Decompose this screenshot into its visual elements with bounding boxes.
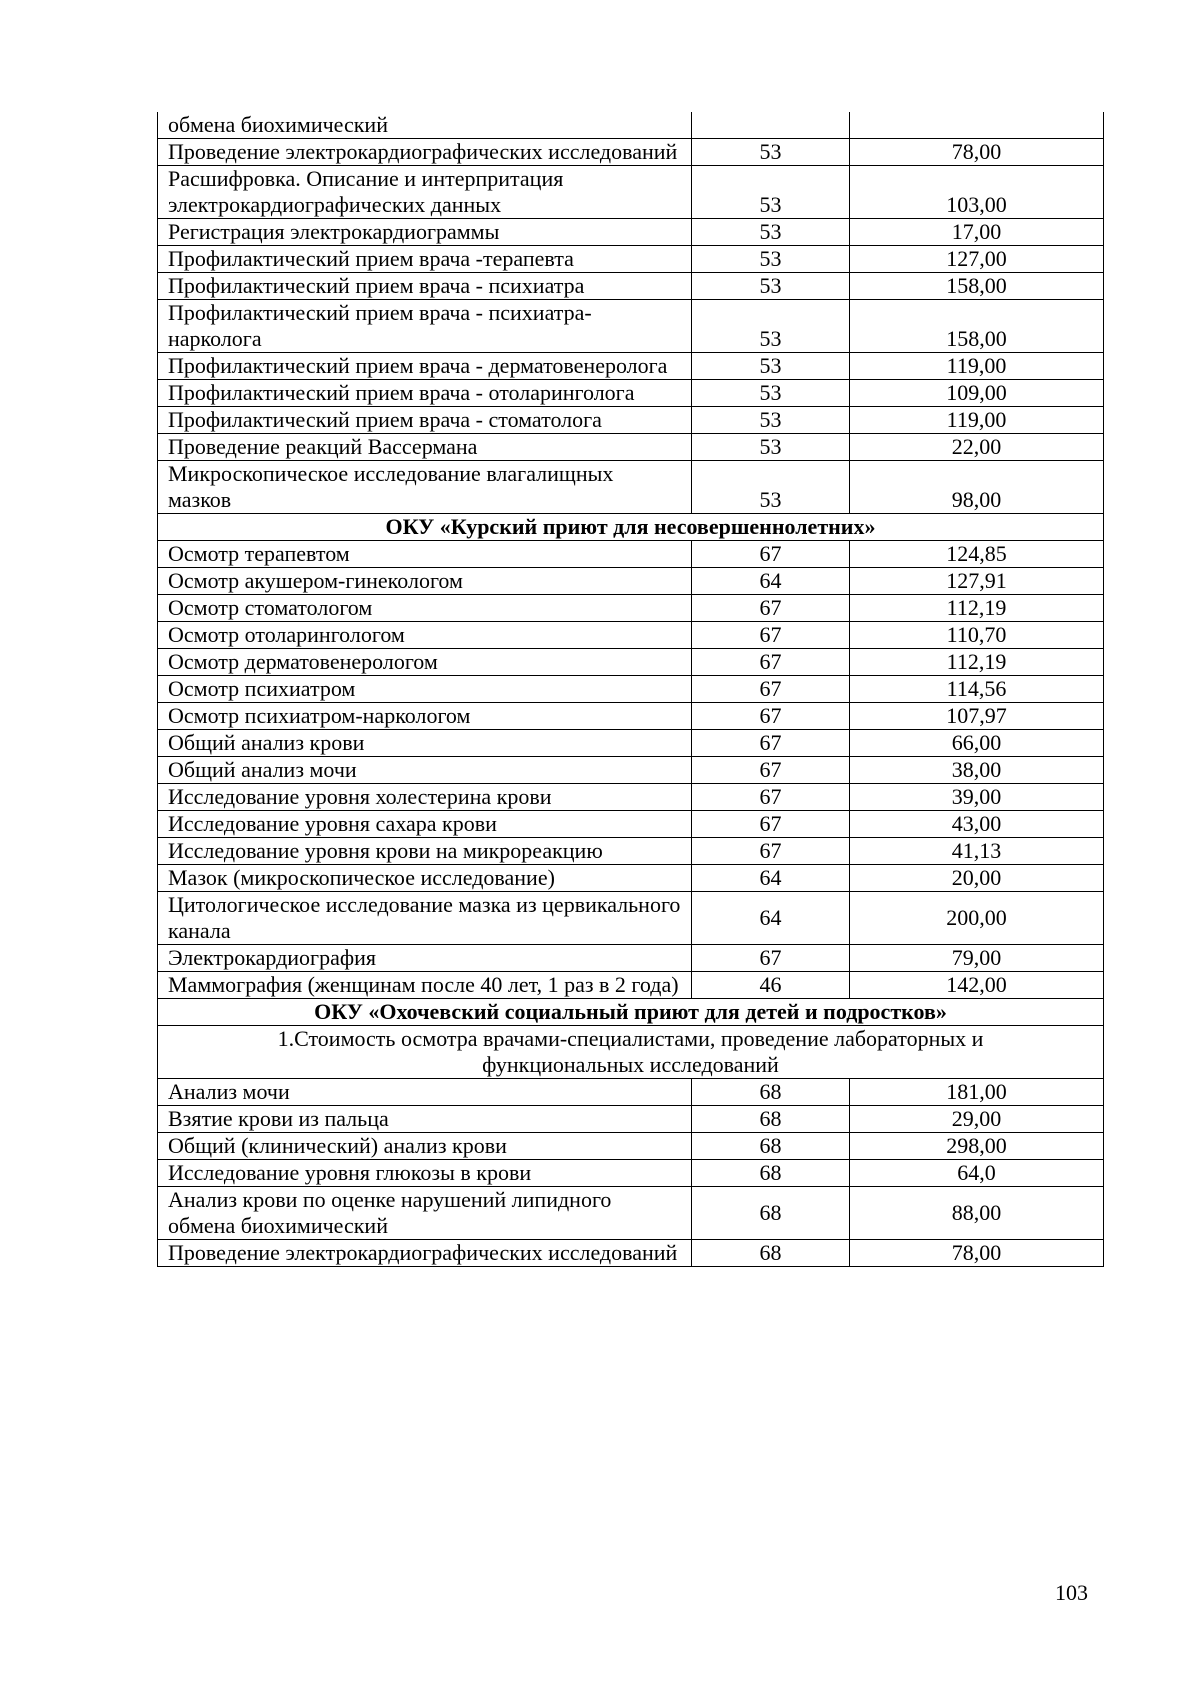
count-cell: 67: [692, 622, 850, 649]
table-row: [158, 649, 1104, 676]
service-name-cell: Исследование уровня холестерина крови: [158, 784, 692, 811]
count-cell: 67: [692, 595, 850, 622]
count-cell: 53: [692, 380, 850, 407]
count-cell: 67: [692, 811, 850, 838]
table-row: [158, 1133, 1104, 1160]
price-cell: 88,00: [850, 1187, 1104, 1240]
service-name-cell: Мазок (микроскопическое исследование): [158, 865, 692, 892]
service-name-cell: Проведение реакций Вассермана: [158, 434, 692, 461]
table-row: [158, 434, 1104, 461]
table-row: [158, 300, 1104, 353]
table-row: [158, 112, 1104, 139]
count-cell: 67: [692, 757, 850, 784]
price-cell: 119,00: [850, 353, 1104, 380]
table-row: [158, 1106, 1104, 1133]
table-row: [158, 139, 1104, 166]
table-row: [158, 1240, 1104, 1267]
count-cell: 64: [692, 568, 850, 595]
count-cell: 68: [692, 1160, 850, 1187]
table-row: [158, 541, 1104, 568]
service-name-cell: Общий анализ крови: [158, 730, 692, 757]
price-cell: 124,85: [850, 541, 1104, 568]
service-name-cell: Общий анализ мочи: [158, 757, 692, 784]
count-cell: 53: [692, 407, 850, 434]
count-cell: 67: [692, 838, 850, 865]
price-cell: 114,56: [850, 676, 1104, 703]
count-cell: 53: [692, 461, 850, 514]
service-name-cell: Микроскопическое исследование влагалищных мазков: [158, 461, 692, 514]
service-name-cell: Профилактический прием врача - стоматолога: [158, 407, 692, 434]
count-cell: 67: [692, 703, 850, 730]
price-cell: 107,97: [850, 703, 1104, 730]
service-name-cell: обмена биохимический: [158, 112, 692, 139]
service-name-cell: Профилактический прием врача - отоларинголога: [158, 380, 692, 407]
price-cell: 119,00: [850, 407, 1104, 434]
price-cell: 78,00: [850, 139, 1104, 166]
service-name-cell: Осмотр акушером-гинекологом: [158, 568, 692, 595]
table-row: [158, 1187, 1104, 1240]
count-cell: 64: [692, 892, 850, 945]
service-name-cell: Взятие крови из пальца: [158, 1106, 692, 1133]
table-row: [158, 595, 1104, 622]
table-row: [158, 1079, 1104, 1106]
service-name-cell: Электрокардиография: [158, 945, 692, 972]
service-name-cell: Исследование уровня крови на микрореакцию: [158, 838, 692, 865]
service-name-cell: Осмотр дерматовенерологом: [158, 649, 692, 676]
table-row: [158, 568, 1104, 595]
price-cell: 200,00: [850, 892, 1104, 945]
price-cell: 109,00: [850, 380, 1104, 407]
service-name-cell: Исследование уровня сахара крови: [158, 811, 692, 838]
subsection-title: 1.Стоимость осмотра врачами-специалистами, проведение лабораторных и функциональных исследований: [158, 1026, 1104, 1079]
table-row: [158, 838, 1104, 865]
service-name-cell: Осмотр отоларингологом: [158, 622, 692, 649]
price-cell: 142,00: [850, 972, 1104, 999]
price-cell: 39,00: [850, 784, 1104, 811]
count-cell: 68: [692, 1240, 850, 1267]
count-cell: 53: [692, 300, 850, 353]
service-name-cell: Профилактический прием врача -терапевта: [158, 246, 692, 273]
price-cell: 66,00: [850, 730, 1104, 757]
service-name-cell: Осмотр психиатром-наркологом: [158, 703, 692, 730]
price-cell: 103,00: [850, 166, 1104, 219]
count-cell: 53: [692, 434, 850, 461]
service-name-cell: Профилактический прием врача - дерматовенеролога: [158, 353, 692, 380]
price-cell: 181,00: [850, 1079, 1104, 1106]
section-title: ОКУ «Курский приют для несовершеннолетних»: [158, 514, 1104, 541]
count-cell: 67: [692, 945, 850, 972]
service-name-cell: Проведение электрокардиографических исследований: [158, 139, 692, 166]
table-row: [158, 703, 1104, 730]
service-name-cell: Регистрация электрокардиограммы: [158, 219, 692, 246]
table-row: [158, 757, 1104, 784]
count-cell: 67: [692, 541, 850, 568]
table-row: [158, 784, 1104, 811]
page-number: 103: [1055, 1580, 1088, 1605]
price-cell: 22,00: [850, 434, 1104, 461]
count-cell: [692, 112, 850, 139]
price-cell: 158,00: [850, 300, 1104, 353]
count-cell: 67: [692, 730, 850, 757]
count-cell: 68: [692, 1079, 850, 1106]
table-row: [158, 407, 1104, 434]
count-cell: 64: [692, 865, 850, 892]
table-row: [158, 219, 1104, 246]
count-cell: 67: [692, 649, 850, 676]
count-cell: 53: [692, 353, 850, 380]
table-row: [158, 246, 1104, 273]
table-row: [158, 273, 1104, 300]
price-cell: 110,70: [850, 622, 1104, 649]
service-name-cell: Маммография (женщинам после 40 лет, 1 раз в 2 года): [158, 972, 692, 999]
price-cell: 64,0: [850, 1160, 1104, 1187]
price-cell: 41,13: [850, 838, 1104, 865]
price-cell: 127,91: [850, 568, 1104, 595]
price-cell: 112,19: [850, 649, 1104, 676]
table-row: [158, 945, 1104, 972]
table-row: [158, 676, 1104, 703]
service-name-cell: Исследование уровня глюкозы в крови: [158, 1160, 692, 1187]
section-header-row: [158, 514, 1104, 541]
price-cell: 298,00: [850, 1133, 1104, 1160]
price-cell: 78,00: [850, 1240, 1104, 1267]
price-cell: [850, 112, 1104, 139]
service-name-cell: Осмотр стоматологом: [158, 595, 692, 622]
price-cell: 17,00: [850, 219, 1104, 246]
price-table: [157, 112, 1104, 1267]
price-cell: 38,00: [850, 757, 1104, 784]
service-name-cell: Расшифровка. Описание и интерпритация электрокардиографических данных: [158, 166, 692, 219]
count-cell: 53: [692, 273, 850, 300]
price-cell: 43,00: [850, 811, 1104, 838]
count-cell: 53: [692, 166, 850, 219]
count-cell: 53: [692, 246, 850, 273]
price-cell: 127,00: [850, 246, 1104, 273]
table-row: [158, 166, 1104, 219]
count-cell: 68: [692, 1187, 850, 1240]
table-row: [158, 865, 1104, 892]
count-cell: 46: [692, 972, 850, 999]
service-name-cell: Осмотр терапевтом: [158, 541, 692, 568]
table-row: [158, 1160, 1104, 1187]
count-cell: 68: [692, 1106, 850, 1133]
table-row: [158, 461, 1104, 514]
price-cell: 79,00: [850, 945, 1104, 972]
service-name-cell: Осмотр психиатром: [158, 676, 692, 703]
table-row: [158, 972, 1104, 999]
table-row: [158, 811, 1104, 838]
section-title: ОКУ «Охочевский социальный приют для детей и подростков»: [158, 999, 1104, 1026]
price-cell: 112,19: [850, 595, 1104, 622]
service-name-cell: Профилактический прием врача - психиатра: [158, 273, 692, 300]
table-row: [158, 622, 1104, 649]
table-row: [158, 730, 1104, 757]
table-row: [158, 353, 1104, 380]
subsection-header-row: [158, 1026, 1104, 1079]
service-name-cell: Анализ крови по оценке нарушений липидного обмена биохимический: [158, 1187, 692, 1240]
price-cell: 98,00: [850, 461, 1104, 514]
price-cell: 158,00: [850, 273, 1104, 300]
count-cell: 67: [692, 676, 850, 703]
section-header-row: [158, 999, 1104, 1026]
table-row: [158, 892, 1104, 945]
table-row: [158, 380, 1104, 407]
service-name-cell: Проведение электрокардиографических исследований: [158, 1240, 692, 1267]
price-cell: 20,00: [850, 865, 1104, 892]
count-cell: 53: [692, 219, 850, 246]
service-name-cell: Цитологическое исследование мазка из цервикального канала: [158, 892, 692, 945]
count-cell: 67: [692, 784, 850, 811]
service-name-cell: Общий (клинический) анализ крови: [158, 1133, 692, 1160]
service-name-cell: Анализ мочи: [158, 1079, 692, 1106]
price-cell: 29,00: [850, 1106, 1104, 1133]
count-cell: 68: [692, 1133, 850, 1160]
count-cell: 53: [692, 139, 850, 166]
service-name-cell: Профилактический прием врача - психиатра-нарколога: [158, 300, 692, 353]
